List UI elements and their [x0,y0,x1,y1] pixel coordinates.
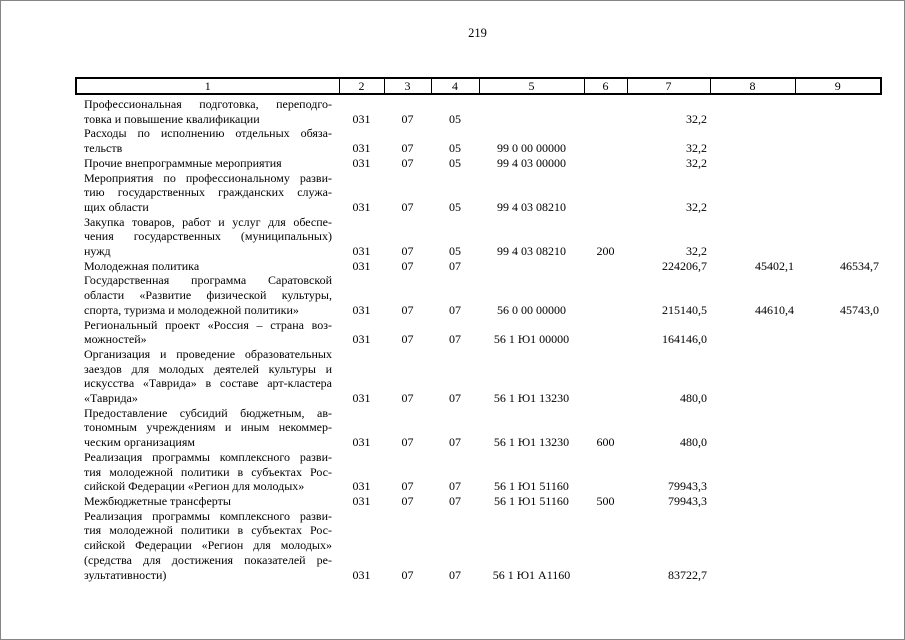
cell-c7: 32,2 [686,244,707,259]
cell-c5: 99 4 03 00000 [497,155,566,170]
row-text-line: Межбюджетные трансферты [84,493,231,508]
row-text-line: Расходы по исполнению отдельных обяза- [84,126,332,141]
table-row [76,273,881,317]
row-text-line: тономным учреждениям и иным некоммер- [84,420,332,435]
cell-c2: 031 [352,244,371,259]
cell-c8 [710,215,795,259]
cell-c2: 031 [352,435,371,450]
table-row [76,494,881,509]
cell-c6 [584,259,627,274]
cell-c3: 07 [401,199,414,214]
table-row [76,509,881,583]
cell-c2: 031 [352,567,371,582]
cell-c5: 56 1 Ю1 00000 [493,332,570,347]
cell-c7: 32,2 [686,141,707,156]
cell-c7: 32,2 [686,199,707,214]
cell-c5: 56 1 Ю1 А1160 [492,567,571,582]
cell-c3: 07 [401,141,414,156]
row-text-line: Организация и проведение образовательных [84,346,332,361]
table-row [76,347,881,406]
column-header-8: 8 [710,78,795,94]
cell-c8 [710,406,795,450]
cell-c7: 480,0 [680,435,707,450]
cell-c8: 45402,1 [755,258,794,273]
cell-name [76,450,339,494]
cell-c8 [710,94,795,126]
table-row [76,126,881,155]
row-text-line: щих области [84,199,149,214]
cell-c4: 07 [449,493,461,508]
cell-name [76,273,339,317]
cell-c6: 200 [596,244,615,259]
cell-c4: 07 [449,479,461,494]
row-text-line: Реализация программы комплексного разви- [84,449,332,464]
cell-c3: 07 [401,258,414,273]
cell-c6 [584,156,627,171]
cell-c8 [710,318,795,347]
cell-c8 [710,156,795,171]
row-text-line: (средства для достижения показателей ре- [84,552,332,567]
table-header-row [76,78,881,94]
column-header-1: 1 [76,78,339,94]
cell-c6 [584,318,627,347]
cell-c9 [795,509,881,583]
table-row [76,156,881,171]
table-row [76,215,881,259]
cell-c8 [710,494,795,509]
cell-c9 [795,94,881,126]
row-text-line: Реализация программы комплексного разви- [84,508,332,523]
row-text-line: тельств [84,141,123,156]
cell-c3: 07 [401,302,414,317]
cell-c4: 05 [449,244,461,259]
row-text-line: сийской Федерации «Регион для молодых» [84,538,332,553]
cell-c6 [584,273,627,317]
cell-c3: 07 [401,493,414,508]
column-header-5: 5 [479,78,584,94]
row-text-line: Государственная программа Саратовской [84,273,332,288]
row-text-line: Закупка товаров, работ и услуг для обеспе- [84,214,332,229]
cell-c2: 031 [352,332,371,347]
row-text-line: «Таврида» [84,391,138,406]
cell-c5 [479,259,584,274]
cell-name [76,126,339,155]
cell-c4: 05 [449,199,461,214]
row-text-line: зультативности) [84,567,167,582]
cell-c9 [795,171,881,215]
cell-c2: 031 [352,493,371,508]
column-header-3: 3 [384,78,431,94]
cell-c5: 99 4 03 08210 [497,244,566,259]
cell-name [76,509,339,583]
page-content [75,26,880,582]
cell-c9 [795,450,881,494]
row-text-line: Мероприятия по профессиональному разви- [84,170,332,185]
cell-c9 [795,318,881,347]
cell-c9 [795,215,881,259]
cell-c9 [795,494,881,509]
cell-c8 [710,450,795,494]
cell-c7: 224206,7 [662,258,707,273]
table-row [76,259,881,274]
cell-name [76,94,339,126]
cell-c6 [584,347,627,406]
cell-name [76,494,339,509]
cell-c2: 031 [352,391,371,406]
cell-c7: 83722,7 [668,567,707,582]
cell-c9 [795,406,881,450]
row-text-line: спорта, туризма и молодежной политики» [84,302,299,317]
cell-c4: 07 [449,435,461,450]
cell-name [76,215,339,259]
cell-c4: 07 [449,391,461,406]
cell-name [76,171,339,215]
cell-c6 [584,509,627,583]
cell-c7: 32,2 [686,155,707,170]
row-text-line: чения государственных (муниципальных) [84,229,332,244]
cell-c5: 99 4 03 08210 [497,199,566,214]
cell-name [76,406,339,450]
row-text-line: тию государственных гражданских служа- [84,185,332,200]
column-header-6: 6 [584,78,627,94]
row-text-line: заездов для молодых деятелей культуры и [84,361,332,376]
cell-c7: 164146,0 [662,332,707,347]
cell-c6 [584,450,627,494]
cell-c3: 07 [401,479,414,494]
cell-name [76,156,339,171]
cell-c2: 031 [352,111,371,126]
cell-c9: 46534,7 [840,258,879,273]
cell-c7: 79943,3 [668,479,707,494]
table-row [76,171,881,215]
cell-c5: 56 1 Ю1 51160 [494,493,569,508]
row-text-line: искусства «Таврида» в составе арт-кластера [84,376,332,391]
table-body [76,94,881,582]
cell-c4: 05 [449,155,461,170]
cell-c2: 031 [352,302,371,317]
cell-c6 [584,171,627,215]
cell-c4: 05 [449,111,461,126]
row-text-line: Прочие внепрограммные мероприятия [84,155,282,170]
cell-c8: 44610,4 [755,302,794,317]
row-text-line: Региональный проект «Россия – страна воз- [84,317,332,332]
cell-c3: 07 [401,155,414,170]
cell-c7: 215140,5 [662,302,707,317]
column-header-4: 4 [431,78,479,94]
column-header-7: 7 [627,78,710,94]
row-text-line: товка и повышение квалификации [84,111,260,126]
row-text-line: ческим организациям [84,435,195,450]
column-header-9: 9 [795,78,881,94]
cell-c3: 07 [401,567,414,582]
cell-c9 [795,126,881,155]
cell-name [76,318,339,347]
cell-c4: 07 [449,302,461,317]
cell-c7: 480,0 [680,391,707,406]
cell-name [76,347,339,406]
cell-c5: 56 1 Ю1 51160 [494,479,569,494]
row-text-line: можностей» [84,332,147,347]
cell-c6: 600 [596,435,615,450]
cell-c5: 56 0 00 00000 [497,302,566,317]
cell-c4: 07 [449,567,461,582]
cell-c2: 031 [352,258,371,273]
row-text-line: Профессиональная подготовка, переподго- [84,97,332,111]
table-row [76,450,881,494]
row-text-line: Молодежная политика [84,258,200,273]
cell-c5: 99 0 00 00000 [497,141,566,156]
cell-c2: 031 [352,199,371,214]
cell-c7: 79943,3 [668,493,707,508]
cell-c8 [710,347,795,406]
cell-name [76,259,339,274]
cell-c3: 07 [401,332,414,347]
cell-c3: 07 [401,391,414,406]
cell-c8 [710,126,795,155]
column-header-2: 2 [339,78,384,94]
cell-c4: 07 [449,332,461,347]
cell-c7: 32,2 [686,111,707,126]
cell-c3: 07 [401,111,414,126]
row-text-line: Предоставление субсидий бюджетным, ав- [84,405,332,420]
cell-c3: 07 [401,244,414,259]
cell-c2: 031 [352,141,371,156]
cell-c8 [710,509,795,583]
cell-c9 [795,347,881,406]
row-text-line: нужд [84,244,111,259]
budget-table [75,77,882,582]
table-row [76,318,881,347]
cell-c5 [479,94,584,126]
cell-c6: 500 [596,493,615,508]
row-text-line: области «Развитие физической культуры, [84,288,332,303]
cell-c2: 031 [352,155,371,170]
table-row [76,94,881,126]
table-row [76,406,881,450]
cell-c9 [795,156,881,171]
cell-c9: 45743,0 [840,302,879,317]
cell-c4: 07 [449,258,461,273]
cell-c3: 07 [401,435,414,450]
row-text-line: сийской Федерации «Регион для молодых» [84,479,305,494]
cell-c6 [584,94,627,126]
page-number: 219 [468,26,487,40]
cell-c2: 031 [352,479,371,494]
cell-c8 [710,171,795,215]
row-text-line: тия молодежной политики в субъектах Рос- [84,523,332,538]
cell-c5: 56 1 Ю1 13230 [493,391,570,406]
row-text-line: тия молодежной политики в субъектах Рос- [84,464,332,479]
cell-c4: 05 [449,141,461,156]
cell-c6 [584,126,627,155]
cell-c5: 56 1 Ю1 13230 [493,435,570,450]
